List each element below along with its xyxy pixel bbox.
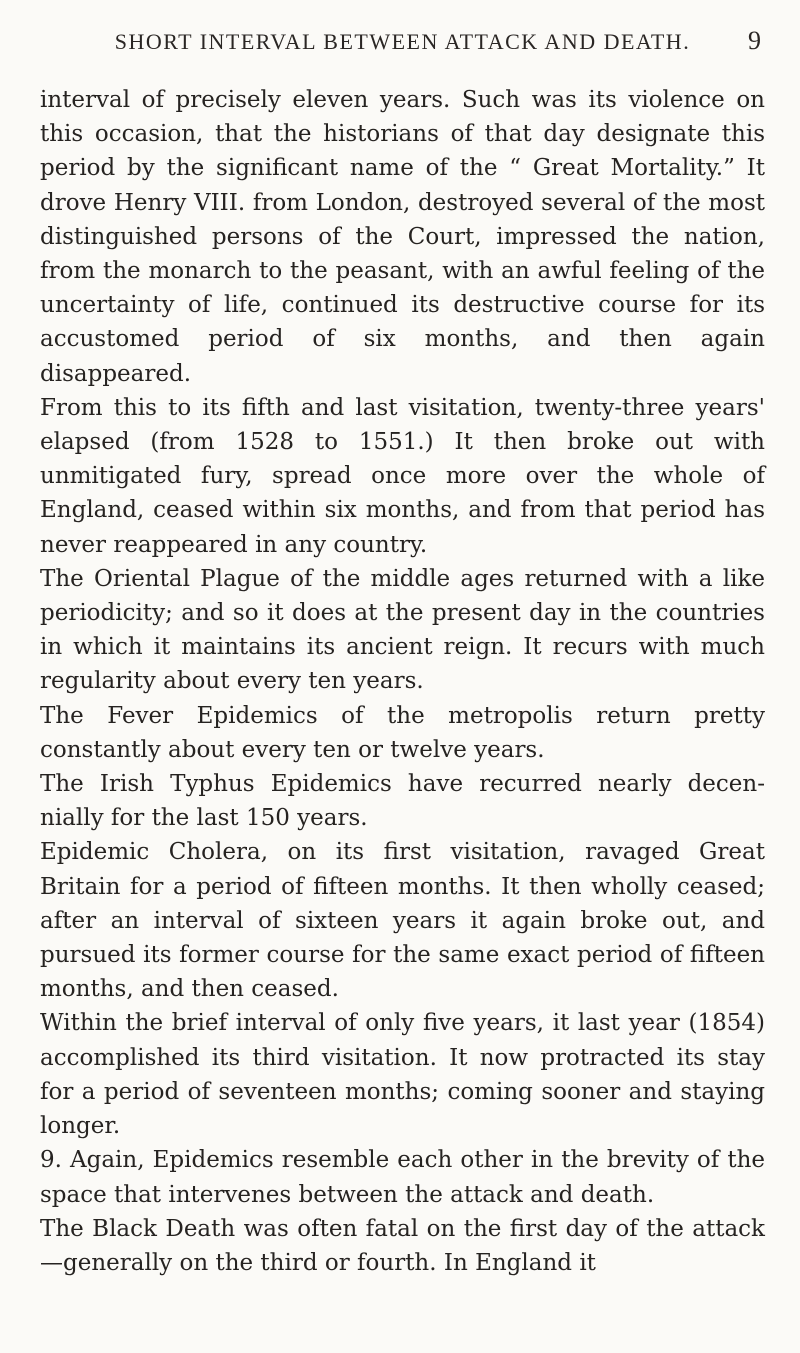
paragraph-irish-typhus: The Irish Typhus Epidemics have recurred nearly decen- nially for the last 150 years. bbox=[40, 771, 765, 832]
paragraph-fever-epidemics: The Fever Epidemics of the metropolis return pretty constantly about every ten or twelve years. bbox=[40, 702, 765, 763]
body-text bbox=[40, 83, 765, 1280]
paragraph-epidemic-cholera: Epidemic Cholera, on its first visitation, ravaged Great Britain for a period of fifteen months. It then wholly ceased; after an interval of sixteen years it again broke out, and pursued its former course for the same exact period of fifteen months, and then ceased. bbox=[40, 839, 765, 1003]
paragraph-third-visitation: Within the brief interval of only five years, it last year (1854) accomplished its third visitation. It now protracted its stay for a period of seventeen months; coming sooner and staying longer. bbox=[40, 1010, 765, 1140]
running-title: SHORT INTERVAL BETWEEN ATTACK AND DEATH. bbox=[114, 29, 691, 54]
paragraph-oriental-plague: The Oriental Plague of the middle ages returned with a like periodicity; and so it does at the present day in the countries in which it maintains its ancient reign. It recurs with much regularity about every ten years. bbox=[40, 565, 765, 695]
page-header bbox=[40, 22, 765, 62]
paragraph-fifth-visitation: From this to its fifth and last visitation, twenty-three years' elapsed (from 1528 to 1551.) It then broke out with unmitigated fury, spread once more over the whole of England, ceased within six months, and from that period has never reappeared in any country. bbox=[40, 394, 765, 558]
paragraph-section-9: 9. Again, Epidemics resemble each other in the brevity of the space that intervenes between the attack and death. bbox=[40, 1147, 765, 1208]
page-number: 9 bbox=[748, 26, 761, 55]
paragraph-great-mortality: interval of precisely eleven years. Such was its violence on this occasion, that the historians of that day designate this period by the significant name of the “ Great Mortality.” It drove Henry VIII. from London, destroyed several of the most distinguished persons of the Court, impressed the nation, from the monarch to the peasant, with an awful feeling of the uncertainty of life, continued its destructive course for its accustomed period of six months, and then again disappeared. bbox=[40, 87, 765, 387]
paragraph-black-death: The Black Death was often fatal on the first day of the attack—generally on the third or fourth. In England it bbox=[40, 1215, 765, 1276]
